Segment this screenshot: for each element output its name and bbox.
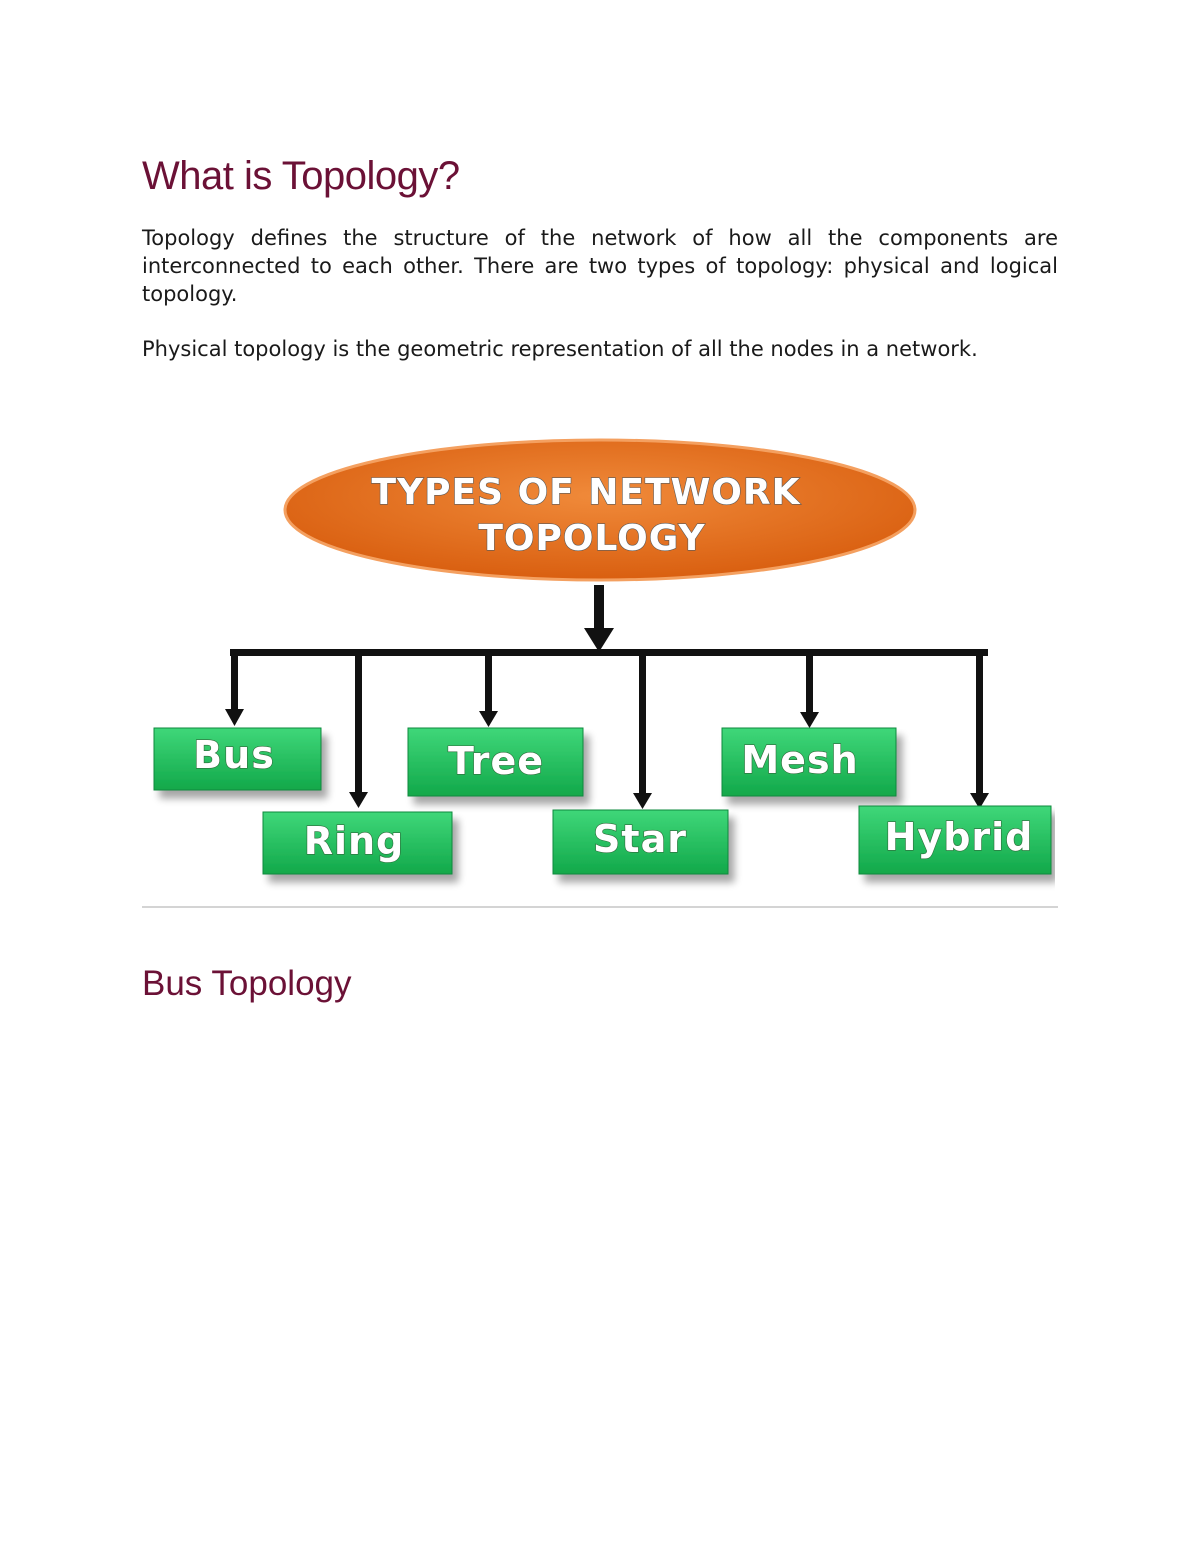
diagram-title-line2: TOPOLOGY bbox=[478, 518, 706, 559]
connector-bar bbox=[230, 649, 988, 656]
arrow-mesh bbox=[800, 649, 819, 728]
physical-topology-paragraph: Physical topology is the geometric representation of all the nodes in a network. bbox=[142, 337, 978, 361]
box-mesh bbox=[722, 728, 896, 796]
arrow-bus bbox=[225, 649, 244, 726]
section-heading: Bus Topology bbox=[142, 964, 352, 1003]
box-tree bbox=[408, 728, 583, 796]
label-bus: Bus bbox=[193, 733, 275, 777]
label-ring: Ring bbox=[303, 819, 405, 863]
diagram-title-line1: TYPES OF NETWORK bbox=[371, 472, 801, 513]
label-star: Star bbox=[593, 817, 687, 861]
box-ring bbox=[263, 812, 452, 874]
horizontal-divider bbox=[142, 906, 1058, 908]
label-hybrid: Hybrid bbox=[884, 815, 1034, 859]
page-title: What is Topology? bbox=[142, 154, 460, 198]
box-bus bbox=[154, 728, 321, 790]
label-mesh: Mesh bbox=[741, 738, 859, 782]
intro-paragraph: Topology defines the structure of the network of how all the components are interconnected to each other. There are two types of topology: physical and logical topology. bbox=[142, 226, 1058, 306]
arrow-ring bbox=[349, 649, 368, 808]
label-tree: Tree bbox=[447, 739, 545, 783]
arrow-hybrid bbox=[970, 649, 989, 809]
arrow-star bbox=[633, 649, 652, 809]
box-hybrid bbox=[859, 806, 1051, 874]
main-arrow bbox=[584, 585, 614, 652]
network-topology-diagram bbox=[150, 430, 1055, 900]
box-star bbox=[553, 810, 728, 874]
arrow-tree bbox=[479, 649, 498, 727]
